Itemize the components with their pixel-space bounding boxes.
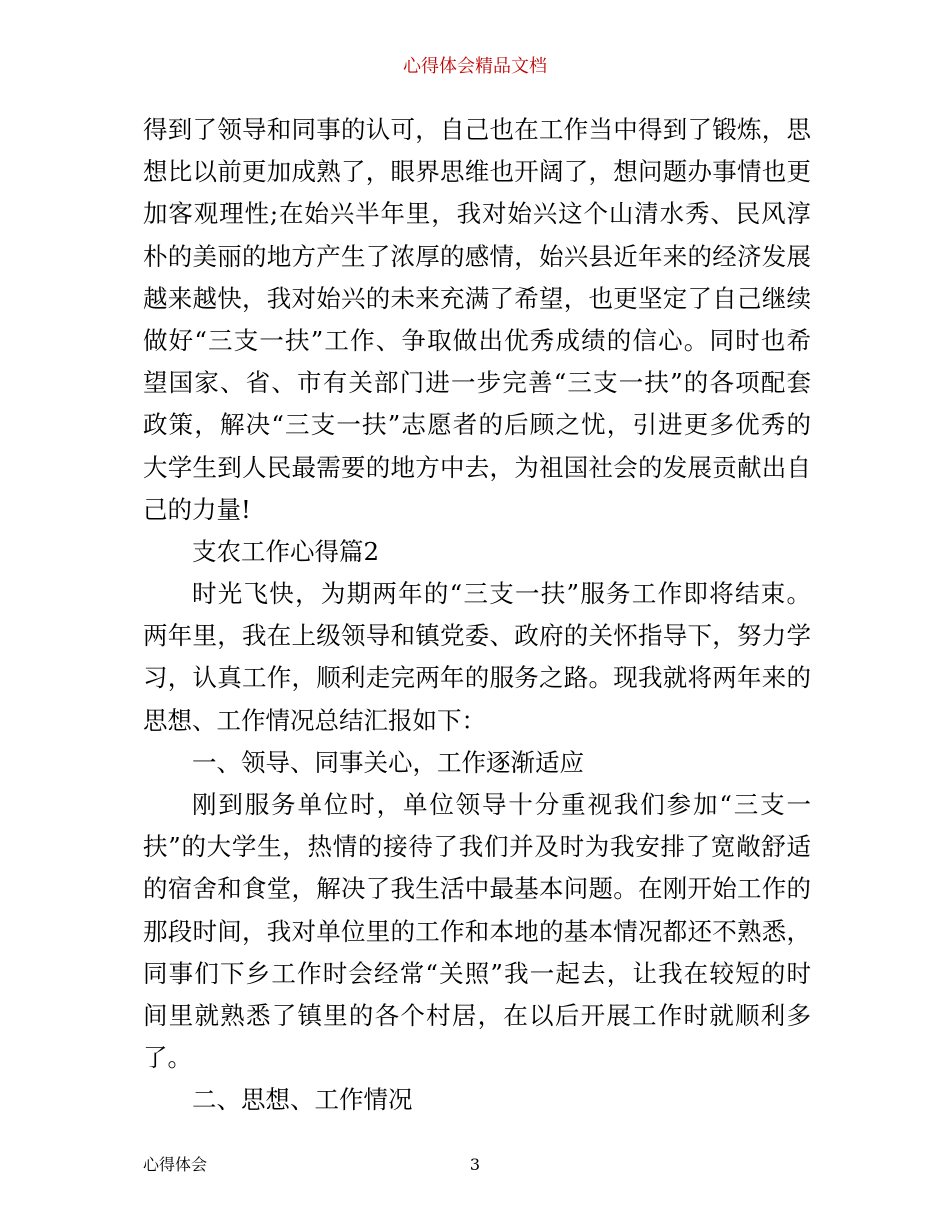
text-line: 望国家、省、市有关部门进一步完善“三支一扶”的各项配套 (143, 368, 811, 398)
document-body (143, 109, 811, 1122)
footer-label: 心得体会 (143, 1155, 208, 1174)
text-line: 两年里，我在上级领导和镇党委、政府的关怀指导下，努力学 (143, 621, 811, 651)
text-line: 刚到服务单位时，单位领导十分重视我们参加“三支一 (192, 790, 811, 819)
text-line: 了。 (143, 1043, 192, 1073)
text-line: 习，认真工作，顺利走完两年的服务之路。现我就将两年来的 (143, 663, 811, 693)
text-line: 得到了领导和同事的认可，自己也在工作当中得到了锻炼，思 (143, 115, 811, 144)
text-line: 那段时间，我对单位里的工作和本地的基本情况都还不熟悉， (143, 916, 811, 946)
text-line: 时光飞快，为期两年的“三支一扶”服务工作即将结束。 (192, 579, 811, 609)
text-line: 朴的美丽的地方产生了浓厚的感情，始兴县近年来的经济发展 (143, 241, 811, 271)
page-number: 3 (469, 1155, 481, 1174)
text-line: 越来越快，我对始兴的未来充满了希望，也更坚定了自己继续 (143, 283, 811, 313)
text-line: 一、领导、同事关心，工作逐渐适应 (192, 747, 584, 777)
text-line: 思想、工作情况总结汇报如下： (143, 705, 486, 735)
text-line: 加客观理性;在始兴半年里，我对始兴这个山清水秀、民风淳 (143, 199, 811, 229)
text-line: 大学生到人民最需要的地方中去，为祖国社会的发展贡献出自 (143, 452, 811, 482)
text-line: 己的力量! (143, 494, 251, 524)
page-header-title: 心得体会精品文档 (403, 56, 547, 77)
text-line: 政策，解决“三支一扶”志愿者的后顾之忧，引进更多优秀的 (143, 410, 811, 440)
text-line: 支农工作心得篇2 (192, 536, 380, 566)
text-line: 间里就熟悉了镇里的各个村居，在以后开展工作时就顺利多 (143, 1000, 811, 1030)
text-line: 二、思想、工作情况 (192, 1085, 413, 1115)
text-line: 想比以前更加成熟了，眼界思维也开阔了，想问题办事情也更 (143, 157, 811, 187)
text-line: 的宿舍和食堂，解决了我生活中最基本问题。在刚开始工作的 (143, 874, 811, 904)
text-line: 同事们下乡工作时会经常“关照”我一起去，让我在较短的时 (143, 958, 811, 988)
text-line: 做好“三支一扶”工作、争取做出优秀成绩的信心。同时也希 (143, 325, 811, 355)
text-line: 扶”的大学生，热情的接待了我们并及时为我安排了宽敞舒适 (143, 832, 811, 862)
